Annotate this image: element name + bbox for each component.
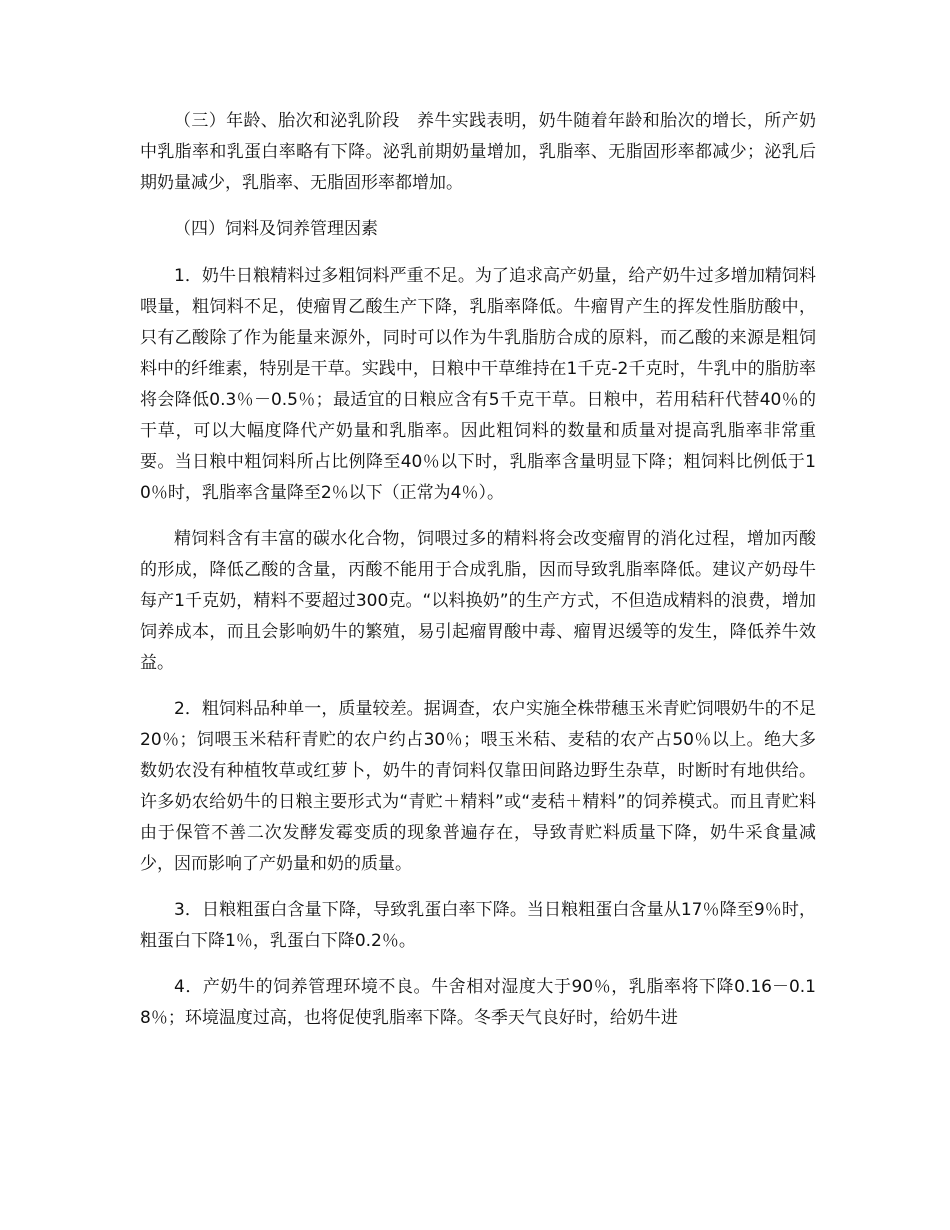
document-page xyxy=(140,106,816,1049)
text-line: 加丙酸的形成，降低乙酸的含量，丙酸不能用于合成乳脂，因而导致乳脂率降低。 xyxy=(140,529,817,580)
text-line: 所产奶中乳脂率和乳蛋白率略有下降。泌乳前期奶量增加，乳脂率、无脂固形率都 xyxy=(140,111,817,162)
text-line: 但造成精料的浪费，增加饲养成本，而且会影响奶牛的繁殖，易引起瘤胃酸中毒、 xyxy=(140,591,816,642)
text-line: 精饲料含有丰富的碳水化合物，饲喂过多的精料将会改变瘤胃的消化过程，增 xyxy=(174,529,765,549)
text-line: 料，而乙酸的来源是粗饲料中的纤维素，特别是干草。实践中，日粮中干草维持在 xyxy=(140,328,816,379)
paragraph-environment xyxy=(140,972,816,1034)
text-line: 2．粗饲料品种单一，质量较差。据调查，农户实施全株带穗玉米青贮饲喂奶 xyxy=(174,699,748,719)
text-line: 50％以上。绝大多数奶农没有种植牧草或红萝卜，奶牛的青饲料仅靠田间路边野生 xyxy=(140,730,816,781)
paragraph-roughage-quality xyxy=(140,694,816,880)
text-line: 杂草，时断时有地供给。许多奶农给奶牛的日粮主要形式为“青贮＋精料”或“麦 xyxy=(140,761,816,812)
text-line: 牛的不足20％；饲喂玉米秸秆青贮的农户约占30％；喂玉米秸、麦秸的农产占 xyxy=(140,699,816,750)
section-heading-feed-management xyxy=(140,214,816,245)
text-line: （四）饲料及饲养管理因素 xyxy=(174,219,378,239)
text-line: 千克干草。日粮中，若用秸秆代替40％的干草，可以大幅度降代产奶量和乳脂 xyxy=(140,390,816,441)
text-line: 减少；泌乳后期奶量减少，乳脂率、无脂固形率都增加。 xyxy=(140,142,817,193)
text-line: 至40％以下时，乳脂率含量明显下降；粗饲料比例低于10％时，乳脂率含量降至 xyxy=(140,452,816,503)
paragraph-concentrate-effects xyxy=(140,524,816,679)
text-line: 3．日粮粗蛋白含量下降，导致乳蛋白率下降。当日粮粗蛋白含量从17％降至 xyxy=(174,900,754,920)
text-line: 2％以下（正常为4％）。 xyxy=(320,483,504,503)
text-line: （三）年龄、胎次和泌乳阶段 养牛实践表明，奶牛随着年龄和胎次的增长， xyxy=(174,111,765,131)
text-line: 9％时，粗蛋白下降1％，乳蛋白下降0.2％。 xyxy=(140,900,816,951)
text-line: 率。因此粗饲料的数量和质量对提高乳脂率非常重要。当日粮中粗饲料所占比例降 xyxy=(140,421,817,472)
paragraph-crude-protein xyxy=(140,895,816,957)
paragraph-concentrate-excess xyxy=(140,261,816,509)
text-line: 在，导致青贮料质量下降，奶牛采食量减少，因而影响了产奶量和奶的质量。 xyxy=(140,823,817,874)
text-line: 0.16－0.18％；环境温度过高，也将促使乳脂率下降。冬季天气良好时，给奶牛进 xyxy=(140,977,816,1028)
paragraph-age-parity-lactation xyxy=(140,106,816,199)
text-line: 建议产奶母牛每产1千克奶，精料不要超过300克。“以料换奶”的生产方式，不 xyxy=(140,560,817,611)
text-line: 1．奶牛日粮精料过多粗饲料严重不足。为了追求高产奶量，给产奶牛过多增 xyxy=(174,266,748,286)
text-line: 秸＋精料”的饲养模式。而且青贮料由于保管不善二次发酵发霉变质的现象普遍存 xyxy=(140,792,817,843)
text-line: 4．产奶牛的饲养管理环境不良。牛舍相对湿度大于90％，乳脂率将下降 xyxy=(174,977,735,997)
text-line: 发性脂肪酸中，只有乙酸除了作为能量来源外，同时可以作为牛乳脂肪合成的原 xyxy=(140,297,817,348)
text-line: 1千克-2千克时，牛乳中的脂肪率将会降低0.3％－0.5％；最适宜的日粮应含有5 xyxy=(140,359,817,410)
text-line: 加精饲料喂量，粗饲料不足，使瘤胃乙酸生产下降，乳脂率降低。牛瘤胃产生的挥 xyxy=(140,266,816,317)
text-line: 瘤胃迟缓等的发生，降低养牛效益。 xyxy=(140,622,817,673)
